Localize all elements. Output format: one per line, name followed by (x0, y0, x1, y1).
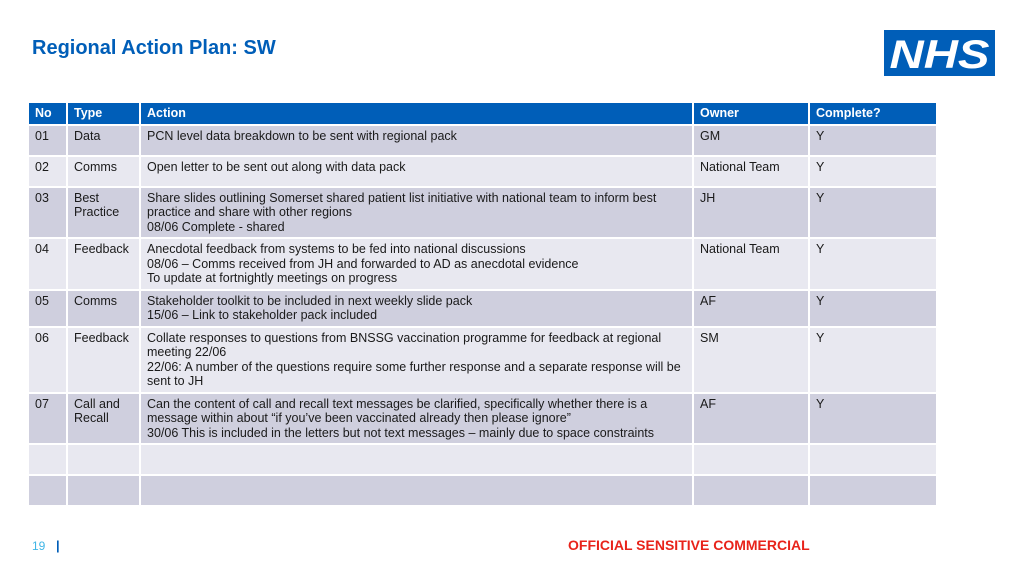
cell-complete (809, 475, 937, 506)
cell-type (67, 475, 140, 506)
cell-action (140, 238, 693, 290)
cell-complete (809, 444, 937, 475)
cell-type (67, 393, 140, 445)
cell-type-line: Data (74, 128, 101, 143)
header-type: Type (67, 102, 140, 125)
cell-type-line: Comms (74, 159, 118, 174)
cell-action (140, 187, 693, 239)
cell-no: 07 (28, 393, 67, 445)
table-row (28, 475, 937, 506)
cell-type (67, 125, 140, 156)
table-header-row (28, 102, 937, 125)
cell-no (28, 444, 67, 475)
cell-action-line: PCN level data breakdown to be sent with regional pack (147, 128, 457, 143)
cell-no: 05 (28, 290, 67, 327)
table-row (28, 444, 937, 475)
cell-no: 04 (28, 238, 67, 290)
cell-owner: AF (693, 290, 809, 327)
cell-type (67, 187, 140, 239)
cell-complete: Y (809, 238, 937, 290)
cell-type (67, 327, 140, 393)
table-row (28, 290, 937, 327)
cell-owner: JH (693, 187, 809, 239)
table-row (28, 327, 937, 393)
cell-complete: Y (809, 290, 937, 327)
cell-complete: Y (809, 393, 937, 445)
cell-action-line: 30/06 This is included in the letters but not text messages – mainly due to space constraints (147, 425, 654, 440)
header-action: Action (140, 102, 693, 125)
cell-no: 03 (28, 187, 67, 239)
cell-action (140, 156, 693, 187)
cell-action (140, 125, 693, 156)
cell-owner: National Team (693, 238, 809, 290)
action-plan-table (27, 101, 938, 507)
cell-owner: AF (693, 393, 809, 445)
cell-type-line: Practice (74, 205, 120, 219)
cell-type-line: Feedback (74, 330, 129, 345)
nhs-logo-text: NHS (889, 33, 990, 76)
header-complete: Complete? (809, 102, 937, 125)
page-number: 19 (32, 539, 46, 553)
cell-owner: GM (693, 125, 809, 156)
cell-owner (693, 444, 809, 475)
table-row (28, 156, 937, 187)
cell-type (67, 238, 140, 290)
nhs-logo (884, 30, 995, 76)
cell-action-line: Collate responses to questions from BNSSG vaccination programme for feedback at regional meeting 22/06 (147, 330, 662, 359)
cell-action-line: Stakeholder toolkit to be included in next weekly slide pack (147, 293, 473, 308)
cell-action (140, 290, 693, 327)
cell-action (140, 475, 693, 506)
classification-label: OFFICIAL SENSITIVE COMMERCIAL (568, 537, 810, 553)
cell-action-line: Anecdotal feedback from systems to be fed into national discussions (147, 242, 526, 256)
table-row (28, 238, 937, 290)
table-row (28, 393, 937, 445)
cell-type-line: Recall (74, 411, 109, 425)
cell-action-line: Open letter to be sent out along with data pack (147, 159, 406, 174)
cell-action-line: To update at fortnightly meetings on progress (147, 271, 398, 285)
table-row (28, 187, 937, 239)
cell-complete: Y (809, 187, 937, 239)
cell-action-line: 08/06 Complete - shared (147, 219, 285, 234)
cell-no: 02 (28, 156, 67, 187)
cell-no: 01 (28, 125, 67, 156)
cell-complete: Y (809, 125, 937, 156)
page-title: Regional Action Plan: SW (32, 37, 276, 59)
header-no: No (28, 102, 67, 125)
cell-type-line: Comms (74, 293, 118, 308)
cell-owner: SM (693, 327, 809, 393)
cell-action-line: Can the content of call and recall text messages be clarified, specifically whether there is a message within about “if you’ve been vaccinated already then please ignore” (147, 396, 648, 425)
cell-action-line: 08/06 – Comms received from JH and forwarded to AD as anecdotal evidence (147, 256, 579, 271)
cell-type-line: Call and (74, 396, 120, 411)
table-row (28, 125, 937, 156)
cell-type (67, 444, 140, 475)
cell-action-line: 15/06 – Link to stakeholder pack included (147, 308, 378, 322)
cell-action (140, 393, 693, 445)
cell-complete: Y (809, 327, 937, 393)
header-owner: Owner (693, 102, 809, 125)
cell-action-line: 22/06: A number of the questions require some further response and a separate response will be sent to JH (147, 359, 681, 388)
cell-owner (693, 475, 809, 506)
cell-no: 06 (28, 327, 67, 393)
cell-type (67, 290, 140, 327)
cell-type (67, 156, 140, 187)
cell-type-line: Feedback (74, 242, 129, 256)
footer-separator: | (56, 538, 60, 553)
cell-action (140, 327, 693, 393)
cell-complete: Y (809, 156, 937, 187)
cell-action-line: Share slides outlining Somerset shared patient list initiative with national team to inform best practice and share with other regions (147, 190, 657, 219)
cell-owner: National Team (693, 156, 809, 187)
cell-type-line: Best (74, 190, 100, 205)
cell-no (28, 475, 67, 506)
cell-action (140, 444, 693, 475)
